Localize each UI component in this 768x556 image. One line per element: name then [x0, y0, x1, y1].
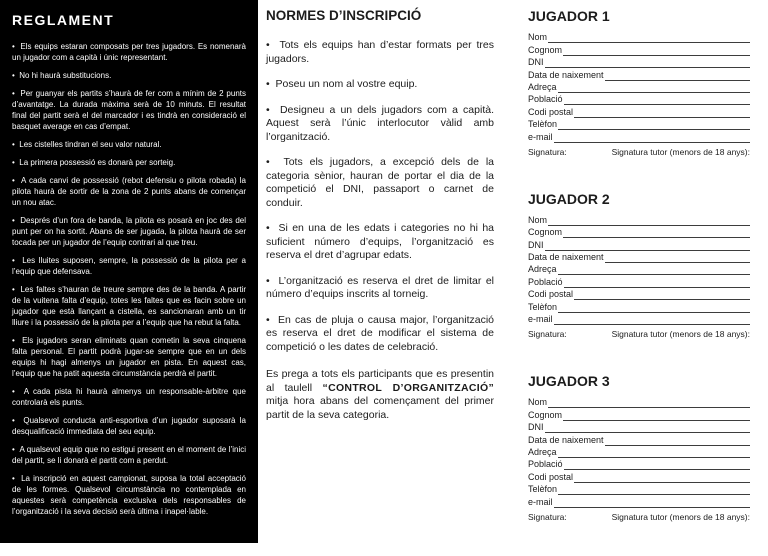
field-row-poblacio — [528, 275, 750, 287]
field-line — [554, 497, 750, 508]
field-row-poblacio — [528, 93, 750, 105]
reglament-panel — [0, 0, 258, 543]
field-line — [563, 227, 750, 238]
field-line — [554, 132, 750, 143]
field-row-cognom — [528, 43, 750, 55]
rule-item: • La inscripció en aquest campionat, suposa la total acceptació de les formes. Qualsevol circumstància no contemplada en aquestes serà competència exclusiva dels responsables de l’organització i la seva decisió serà última i inapel·lable. — [12, 473, 246, 517]
norm-item: • En cas de pluja o causa major, l’organització es reserva el dret de modificar el sistema de competició o les dates de celebració. — [266, 314, 494, 355]
rule-item: • La primera possessió es donarà per sorteig. — [12, 157, 246, 168]
rule-item: • A qualsevol equip que no estigui present en el moment de l’inici del partit, se li donarà el partit com a perdut. — [12, 444, 246, 466]
rule-item: • Les faltes s’hauran de treure sempre des de la banda. A partir de la vuitena falta d’equip, totes les faltes que es facin sobre un jugador que està llançant a cistella, es sancionaran amb un tir lliure i la possessió de la pilota per a l’equip que ha rebut la falta. — [12, 284, 246, 328]
tutor-signature-label: Signatura tutor (menors de 18 anys): — [611, 146, 750, 157]
field-row-data-naixement — [528, 251, 750, 263]
norm-item: • Designeu a un dels jugadors com a capità. Aquest serà l’únic interlocutor vàlid amb l’organització. — [266, 104, 494, 145]
rule-item: • A cada pista hi haurà almenys un responsable-àrbitre que controlarà els punts. — [12, 386, 246, 408]
field-row-data-naixement — [528, 433, 750, 445]
field-line — [558, 302, 750, 313]
field-line — [548, 32, 750, 43]
signature-row — [528, 147, 750, 158]
dni-label: DNI — [528, 57, 544, 68]
field-row-cognom — [528, 408, 750, 420]
field-row-adreca — [528, 263, 750, 275]
rule-item: • A cada canvi de possessió (rebot defensiu o pilota robada) la pilota haurà de sortir de la zona de 2 punts abans de començar un nou atac. — [12, 175, 246, 208]
field-row-dni — [528, 56, 750, 68]
email-label: e-mail — [528, 496, 553, 507]
field-line — [605, 435, 750, 446]
adreca-label: Adreça — [528, 264, 557, 275]
poblacio-label: Població — [528, 459, 563, 470]
field-row-codi-postal — [528, 105, 750, 117]
rule-item: • Els jugadors seran eliminats quan cometin la seva cinquena falta personal. El partit podrà jugar-se sempre que en un dels equips hi hagi almenys un jugador en pista. En aquest cas, l’equip que ha patit aquesta circumstància perdrà el partit. — [12, 335, 246, 379]
field-row-telefon — [528, 118, 750, 130]
field-line — [564, 277, 750, 288]
field-row-dni — [528, 421, 750, 433]
closing-note — [266, 368, 494, 422]
field-row-email — [528, 495, 750, 507]
signature-row — [528, 512, 750, 523]
field-row-codi-postal — [528, 288, 750, 300]
field-row-email — [528, 130, 750, 142]
rule-item: • No hi haurà substitucions. — [12, 70, 246, 81]
field-line — [545, 57, 751, 68]
nom-label: Nom — [528, 32, 548, 43]
player-3-form — [528, 373, 750, 523]
players-forms-column — [528, 8, 750, 556]
field-row-nom — [528, 31, 750, 43]
cognom-label: Cognom — [528, 44, 563, 55]
data-naixement-label: Data de naixement — [528, 252, 604, 263]
player-1-title: JUGADOR 1 — [528, 8, 610, 24]
field-line — [548, 397, 750, 408]
field-row-telefon — [528, 483, 750, 495]
codi-postal-label: Codi postal — [528, 106, 574, 117]
codi-postal-label: Codi postal — [528, 289, 574, 300]
normes-section — [266, 8, 494, 422]
field-row-data-naixement — [528, 68, 750, 80]
player-1-form — [528, 8, 750, 158]
telefon-label: Telèfon — [528, 301, 558, 312]
rule-item: • Qualsevol conducta anti-esportiva d’un jugador suposarà la desqualificació immediata del seu equip. — [12, 415, 246, 437]
tutor-signature-label: Signatura tutor (menors de 18 anys): — [611, 511, 750, 522]
norm-item: • Si en una de les edats i categories no hi ha suficient número d’equips, l’organització es reserva el dret d’agrupar edats. — [266, 222, 494, 263]
adreca-label: Adreça — [528, 446, 557, 457]
field-row-dni — [528, 238, 750, 250]
field-line — [545, 422, 751, 433]
control-organitzacio-bold: “CONTROL D’ORGANITZACIÓ” — [322, 381, 494, 394]
email-label: e-mail — [528, 314, 553, 325]
norm-item: • Tots els equips han d’estar formats per tres jugadors. — [266, 39, 494, 66]
field-row-adreca — [528, 446, 750, 458]
rule-item: • Per guanyar els partits s’haurà de fer com a mínim de 2 punts d’avantatge. La durada màxima serà de 10 minuts. El resultat final del partit serà el del marcador i es tindrà en consideració el basquet average en cas d’empat. — [12, 88, 246, 132]
data-naixement-label: Data de naixement — [528, 69, 604, 80]
player-2-form — [528, 191, 750, 341]
field-line — [574, 289, 750, 300]
telefon-label: Telèfon — [528, 119, 558, 130]
rule-item: • Després d’un fora de banda, la pilota es posarà en joc des del punt per on ha sortit. Abans de ser jugada, la pilota haurà de ser tocada per un jugador de l’equip contrari al que treu. — [12, 215, 246, 248]
codi-postal-label: Codi postal — [528, 471, 574, 482]
field-row-telefon — [528, 300, 750, 312]
norm-item: • Poseu un nom al vostre equip. — [266, 78, 494, 92]
dni-label: DNI — [528, 422, 544, 433]
norm-item: • Tots els jugadors, a excepció dels de la categoria sènior, hauran de portar el dia de la competició el DNI, passaport o carnet de conduir. — [266, 156, 494, 210]
nom-label: Nom — [528, 214, 548, 225]
data-naixement-label: Data de naixement — [528, 434, 604, 445]
signature-label: Signatura: — [528, 511, 567, 522]
signature-label: Signatura: — [528, 146, 567, 157]
rule-item: • Les cistelles tindran el seu valor natural. — [12, 139, 246, 150]
player-2-title: JUGADOR 2 — [528, 190, 610, 207]
rule-item: • Els equips estaran composats per tres jugadors. Es nomenarà un jugador com a capità i únic representant. — [12, 41, 246, 63]
field-line — [605, 70, 750, 81]
field-line — [564, 459, 750, 470]
field-line — [545, 240, 751, 251]
field-line — [605, 252, 750, 263]
reglament-title: REGLAMENT — [12, 12, 115, 28]
closing-note-post: mitja hora abans del començament del primer partit de la seva categoria. — [266, 395, 494, 421]
normes-title: NORMES D’INSCRIPCIÓ — [266, 8, 422, 23]
closing-note-pre: Es prega a tots els participants que es presentin al taulell — [266, 368, 494, 394]
field-row-poblacio — [528, 458, 750, 470]
field-row-cognom — [528, 226, 750, 238]
field-line — [554, 314, 750, 325]
nom-label: Nom — [528, 397, 548, 408]
signature-row — [528, 329, 750, 340]
field-line — [558, 82, 750, 93]
field-row-adreca — [528, 81, 750, 93]
field-row-nom — [528, 214, 750, 226]
field-line — [564, 94, 750, 105]
field-line — [558, 484, 750, 495]
field-line — [574, 107, 750, 118]
email-label: e-mail — [528, 131, 553, 142]
field-line — [558, 447, 750, 458]
player-3-title: JUGADOR 3 — [528, 373, 610, 390]
cognom-label: Cognom — [528, 227, 563, 238]
dni-label: DNI — [528, 239, 544, 250]
rule-item: • Les lluites suposen, sempre, la possessió de la pilota per a l’equip que defensava. — [12, 255, 246, 277]
norm-item: • L’organització es reserva el dret de limitar el número d’equips inscrits al torneig. — [266, 275, 494, 302]
field-row-email — [528, 313, 750, 325]
cognom-label: Cognom — [528, 409, 563, 420]
field-line — [563, 410, 750, 421]
field-line — [574, 472, 750, 483]
field-line — [558, 264, 750, 275]
adreca-label: Adreça — [528, 81, 557, 92]
field-line — [558, 119, 750, 130]
tutor-signature-label: Signatura tutor (menors de 18 anys): — [611, 329, 750, 340]
poblacio-label: Població — [528, 94, 563, 105]
field-line — [548, 215, 750, 226]
field-row-nom — [528, 396, 750, 408]
signature-label: Signatura: — [528, 329, 567, 340]
field-row-codi-postal — [528, 470, 750, 482]
field-line — [563, 45, 750, 56]
poblacio-label: Població — [528, 276, 563, 287]
telefon-label: Telèfon — [528, 484, 558, 495]
